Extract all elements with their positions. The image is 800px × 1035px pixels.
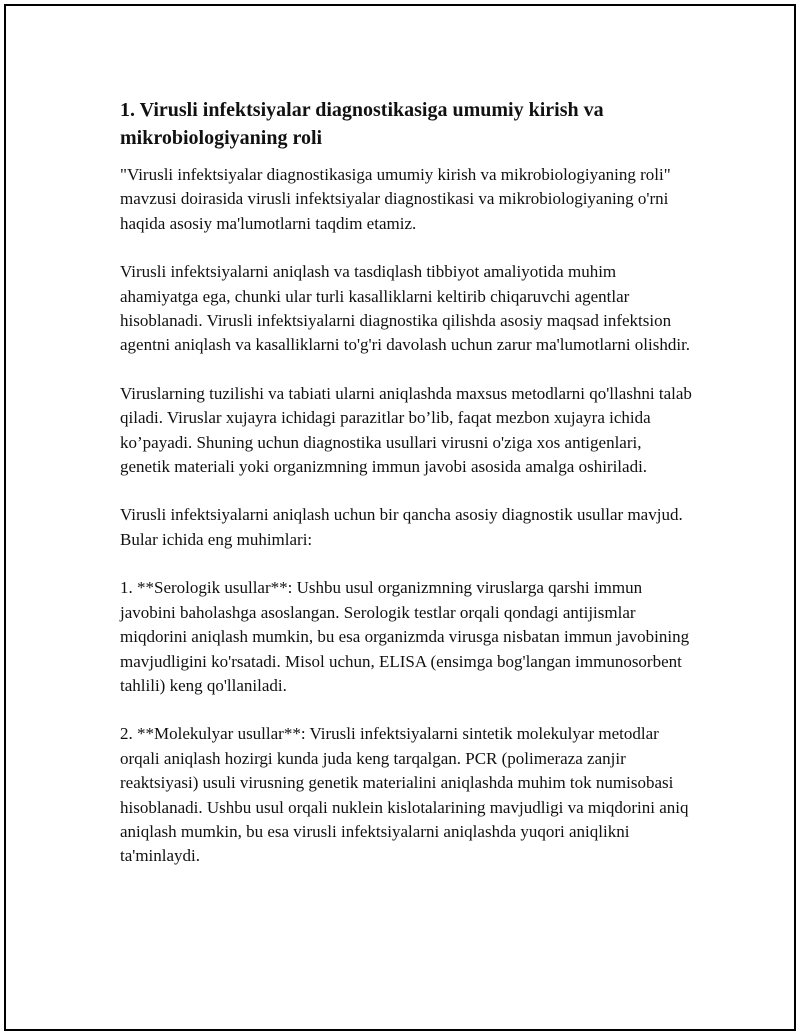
paragraph-methods-intro: Virusli infektsiyalarni aniqlash uchun bir qancha asosiy diagnostik usullar mavjud. Bular ichida eng muhimlari: — [120, 505, 683, 549]
paragraph-virus-structure: Viruslarning tuzilishi va tabiati ularni aniqlashda maxsus metodlarni qo'llashni talab qiladi. Viruslar xujayra ichidagi parazitlar bo’lib, faqat mezbon xujayra ichida ko’payadi. Shuning uchun diagnostika usullari virusni o'ziga xos antigenlari, genetik materiali yoki organizmning immun javobi asosida amalga oshiriladi. — [120, 383, 692, 477]
paragraph-serologic-methods: 1. **Serologik usullar**: Ushbu usul organizmning viruslarga qarshi immun javobini baholashga asoslangan. Serologik testlar orqali qondagi antijismlar miqdorini aniqlash mumkin, bu esa organizmda virusga nisbatan immun javobining mavjudligini ko'rsatadi. Misol uchun, ELISA (ensimga bog'langan immunosorbent tahlili) keng qo'llaniladi. — [120, 578, 690, 695]
document-page — [4, 4, 796, 1031]
paragraph-intro: "Virusli infektsiyalar diagnostikasiga umumiy kirish va mikrobiologiyaning roli" mavzusi doirasida virusli infektsiyalar diagnostikasi va mikrobiologiyaning o'rni haqida asosiy ma'lumotlarni taqdim etamiz. — [120, 165, 671, 233]
paragraph-molecular-methods: 2. **Molekulyar usullar**: Virusli infektsiyalarni sintetik molekulyar metodlar orqali aniqlash hozirgi kunda juda keng tarqalgan. PCR (polimeraza zanjir reaktsiyasi) usuli virusning genetik materialini aniqlashda muhim tok numisobasi hisoblanadi. Ushbu usul orqali nuklein kislotalarining mavjudligi va miqdorini aniq aniqlash mumkin, bu esa virusli infektsiyalarni aniqlashda yuqori aniqlikni ta'minlaydi. — [120, 724, 689, 866]
paragraph-importance: Virusli infektsiyalarni aniqlash va tasdiqlash tibbiyot amaliyotida muhim ahamiyatga ega, chunki ular turli kasalliklarni keltirib chiqaruvchi agentlar hisoblanadi. Virusli infektsiyalarni diagnostika qilishda asosiy maqsad infektsion agentni aniqlash va kasalliklarni to'g'ri davolash uchun zarur ma'lumotlarni olishdir. — [120, 262, 691, 355]
document-title: 1. Virusli infektsiyalar diagnostikasiga umumiy kirish va mikrobiologiyaning roli — [120, 99, 604, 149]
document-content — [120, 96, 692, 869]
